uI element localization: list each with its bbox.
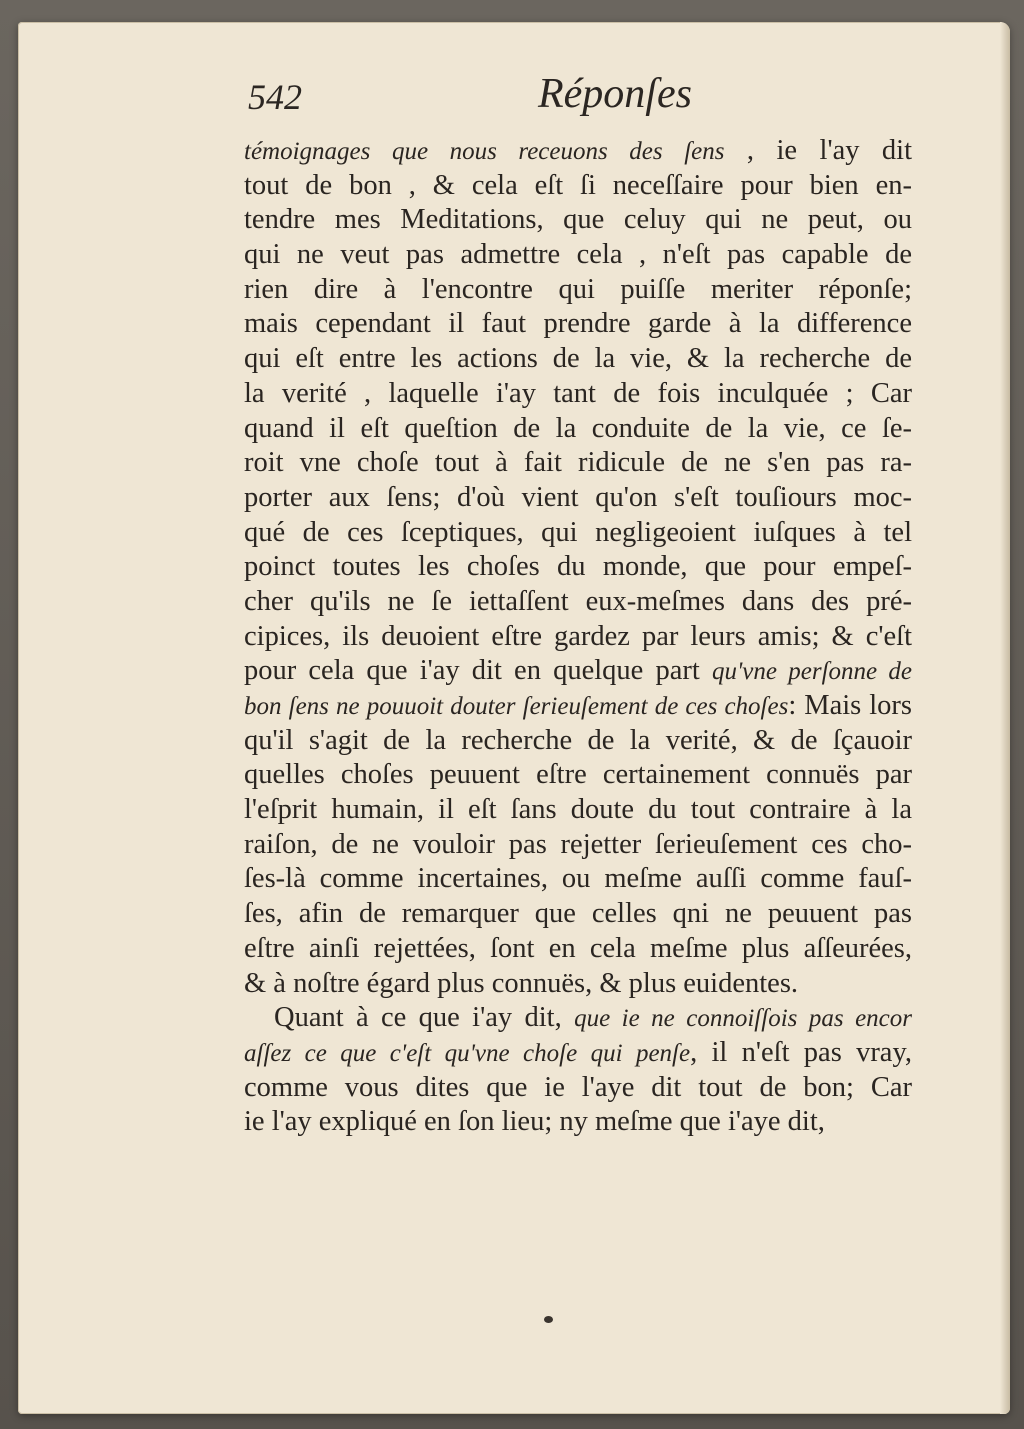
text-line — [244, 516, 912, 551]
text-line — [244, 307, 912, 342]
text-line — [244, 1001, 912, 1036]
text-segment: tendre mes Meditations, que celuy qui ne peut, ou — [244, 204, 912, 236]
text-segment: tout de bon , & cela eſt ſi neceſſaire pour bien en- — [244, 169, 912, 201]
text-line — [244, 758, 912, 793]
text-segment: qui ne veut pas admettre cela , n'eſt pas capable de — [244, 239, 912, 271]
italic-text: que ie ne connoiſſois pas encor — [574, 1005, 912, 1033]
text-line — [244, 481, 912, 516]
text-line — [244, 412, 912, 447]
text-line — [244, 793, 912, 828]
italic-text: témoignages que nous receuons des ſens — [244, 138, 725, 165]
text-segment: roit vne choſe tout à fait ridicule de ne s'en pas ra- — [244, 447, 912, 479]
text-line — [244, 724, 912, 759]
text-line — [244, 689, 912, 724]
text-line — [244, 1036, 912, 1071]
text-line — [244, 828, 912, 863]
text-line — [244, 1105, 912, 1140]
text-line — [244, 932, 912, 967]
italic-text: qu'vne perſonne de — [711, 658, 912, 686]
text-segment: : Mais lors — [788, 690, 912, 721]
text-line — [244, 377, 912, 412]
text-segment: cipices, ils deuoient eſtre gardez par leurs amis; & c'eſt — [244, 620, 912, 652]
text-line — [244, 967, 912, 1002]
page-number: 542 — [248, 77, 302, 117]
text-segment: rien dire à l'encontre qui puiſſe meriter réponſe; — [244, 273, 912, 305]
text-line — [244, 585, 912, 620]
text-segment: qui eſt entre les actions de la vie, & la recherche de — [244, 343, 912, 375]
text-line — [244, 654, 912, 689]
text-segment: qué de ces ſceptiques, qui negligeoient iuſques à tel — [244, 516, 912, 548]
text-line — [244, 446, 912, 481]
text-segment: , il n'eſt pas vray, — [690, 1036, 912, 1068]
page-header — [248, 70, 908, 130]
paragraph-1 — [244, 134, 912, 1001]
text-segment: , ie l'ay dit — [724, 135, 913, 166]
paragraph-2 — [244, 1001, 912, 1140]
text-segment: quand il eſt queſtion de la conduite de la vie, ce ſe- — [244, 412, 912, 444]
text-segment: poinct toutes les choſes du monde, que pour empeſ- — [244, 551, 912, 583]
text-segment: porter aux ſens; d'où vient qu'on s'eſt touſiours moc- — [244, 481, 912, 513]
text-segment: mais cependant il faut prendre garde à la difference — [244, 308, 912, 340]
text-segment: la verité , laquelle i'ay tant de fois inculquée ; Car — [244, 377, 912, 409]
text-line — [244, 620, 912, 655]
text-segment: ſes-là comme incertaines, ou meſme auſſi comme fauſ- — [244, 863, 912, 895]
italic-text: aſſez ce que c'eſt qu'vne choſe qui penſe — [244, 1039, 691, 1067]
text-segment: & à noſtre égard plus connuës, & plus euidentes. — [244, 967, 799, 999]
text-line — [244, 1071, 912, 1106]
body-text — [244, 134, 912, 1140]
text-line — [244, 134, 912, 169]
text-segment: ie l'ay expliqué en ſon lieu; ny meſme que i'aye dit, — [244, 1106, 825, 1138]
ink-mark — [544, 1316, 553, 1323]
text-line — [244, 342, 912, 377]
page-edge — [1000, 22, 1010, 1414]
text-segment: Quant à ce que i'ay dit, — [274, 1002, 575, 1034]
text-line — [244, 238, 912, 273]
text-line — [244, 169, 912, 204]
text-segment: qu'il s'agit de la recherche de la verité, & de ſçauoir — [244, 724, 912, 756]
text-line — [244, 897, 912, 932]
text-segment: raiſon, de ne vouloir pas rejetter ſerieuſement ces cho- — [244, 828, 912, 860]
text-line — [244, 273, 912, 308]
text-segment: ſes, afin de remarquer que celles qni ne peuuent pas — [244, 898, 912, 930]
text-segment: pour cela que i'ay dit en quelque part — [244, 655, 712, 687]
text-segment: eſtre ainſi rejettées, ſont en cela meſme plus aſſeurées, — [244, 932, 912, 964]
text-segment: comme vous dites que ie l'aye dit tout de bon; Car — [244, 1071, 912, 1103]
text-segment: cher qu'ils ne ſe iettaſſent eux-meſmes dans des pré- — [244, 585, 912, 617]
running-head: Réponſes — [538, 71, 692, 117]
text-line — [244, 550, 912, 585]
text-line — [244, 203, 912, 238]
italic-text: bon ſens ne pouuoit douter ſerieuſement de ces choſes — [244, 693, 789, 720]
text-segment: quelles choſes peuuent eſtre certainement connuës par — [244, 759, 912, 791]
text-segment: l'eſprit humain, il eſt ſans doute du tout contraire à la — [244, 794, 912, 826]
text-line — [244, 862, 912, 897]
